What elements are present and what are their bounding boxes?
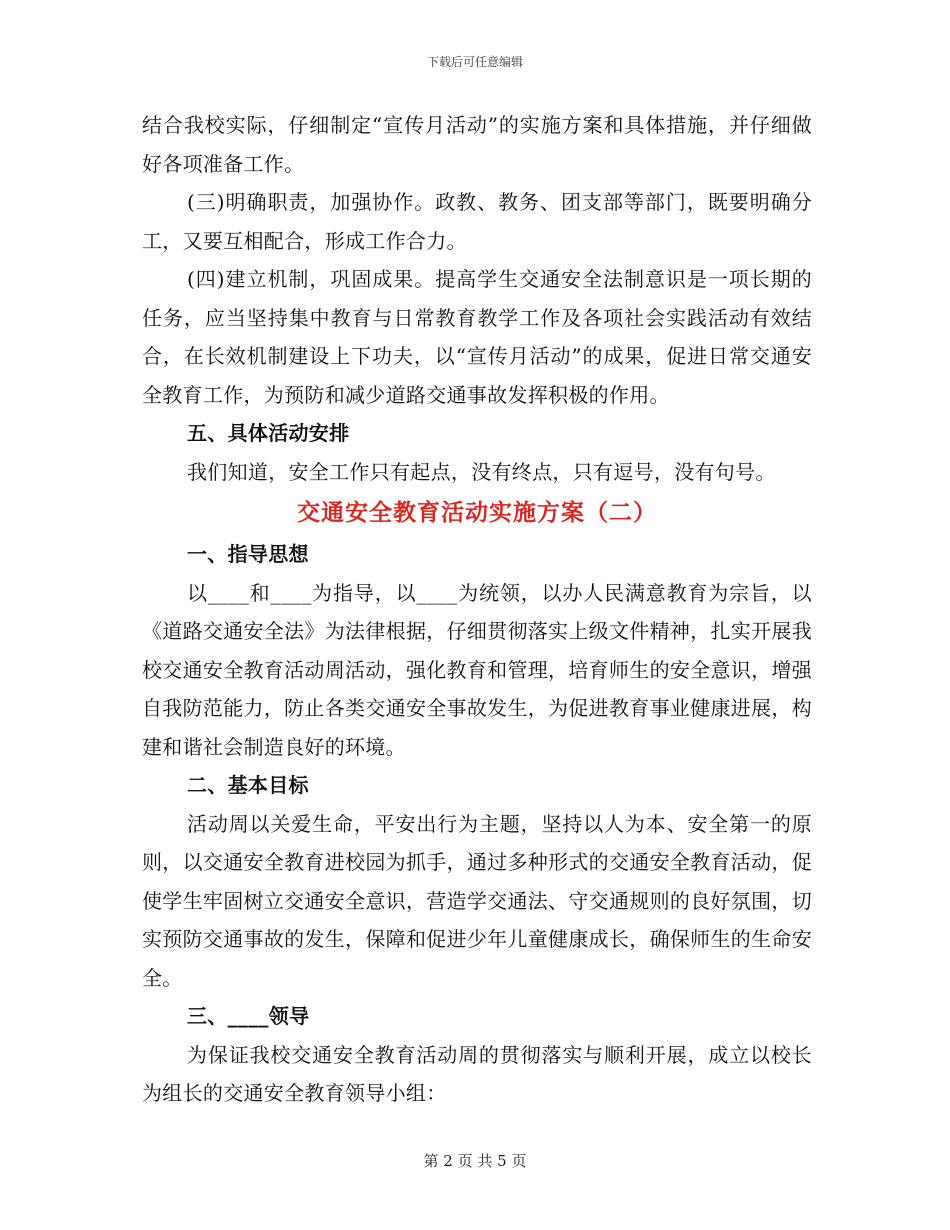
section-heading-activity-arrangement: 五、具体活动安排 <box>187 421 350 445</box>
page-number: 第 2 页 共 5 页 <box>423 1152 527 1170</box>
paragraph-establish-mechanism: (四)建立机制，巩固成果。提高学生交通安全法制意识是一项长期的任务，应当坚持集中教育与日常教育教学工作及各项社会实践活动有效结合，在长效机制建设上下功夫，以“宣传月活动”的成果，促进日常交通安全教育工作，为预防和减少道路交通事故发挥积极的作用。 <box>142 267 812 407</box>
document-title: 交通安全教育活动实施方案（二） <box>297 499 657 526</box>
paragraph-clarify-duties: (三)明确职责，加强协作。政教、教务、团支部等部门，既要明确分工，又要互相配合，形成工作合力。 <box>142 190 812 253</box>
paragraph-guiding-ideology: 以____和____为指导，以____为统领，以办人民满意教育为宗旨，以《道路交通安全法》为法律根据，仔细贯彻落实上级文件精神，扎实开展我校交通安全教育活动周活动，强化教育和管理，培育师生的安全意识，增强自我防范能力，防止各类交通安全事故发生，为促进教育事业健康进展，构建和谐社会制造良好的环境。 <box>142 580 812 759</box>
section-heading-guiding-ideology: 一、指导思想 <box>187 542 309 566</box>
paragraph-safety-work: 我们知道，安全工作只有起点，没有终点，只有逗号，没有句号。 <box>187 459 776 484</box>
document-body <box>142 106 812 1113</box>
paragraph-leadership-group: 为保证我校交通安全教育活动周的贯彻落实与顺利开展，成立以校长为组长的交通安全教育领导小组： <box>142 1042 812 1105</box>
paragraph-continued: 结合我校实际，仔细制定“宣传月活动”的实施方案和具体措施，并仔细做好各项准备工作。 <box>142 113 812 176</box>
section-heading-leadership: 三、____领导 <box>187 1004 310 1028</box>
page-header: 下载后可任意编辑 <box>426 55 523 69</box>
section-heading-basic-goals: 二、基本目标 <box>187 773 309 797</box>
paragraph-basic-goals: 活动周以关爱生命，平安出行为主题，坚持以人为本、安全第一的原则，以交通安全教育进校园为抓手，通过多种形式的交通安全教育活动，促使学生牢固树立交通安全意识，营造学交通法、守交通规则的良好氛围，切实预防交通事故的发生，保障和促进少年儿童健康成长，确保师生的生命安全。 <box>142 811 812 990</box>
